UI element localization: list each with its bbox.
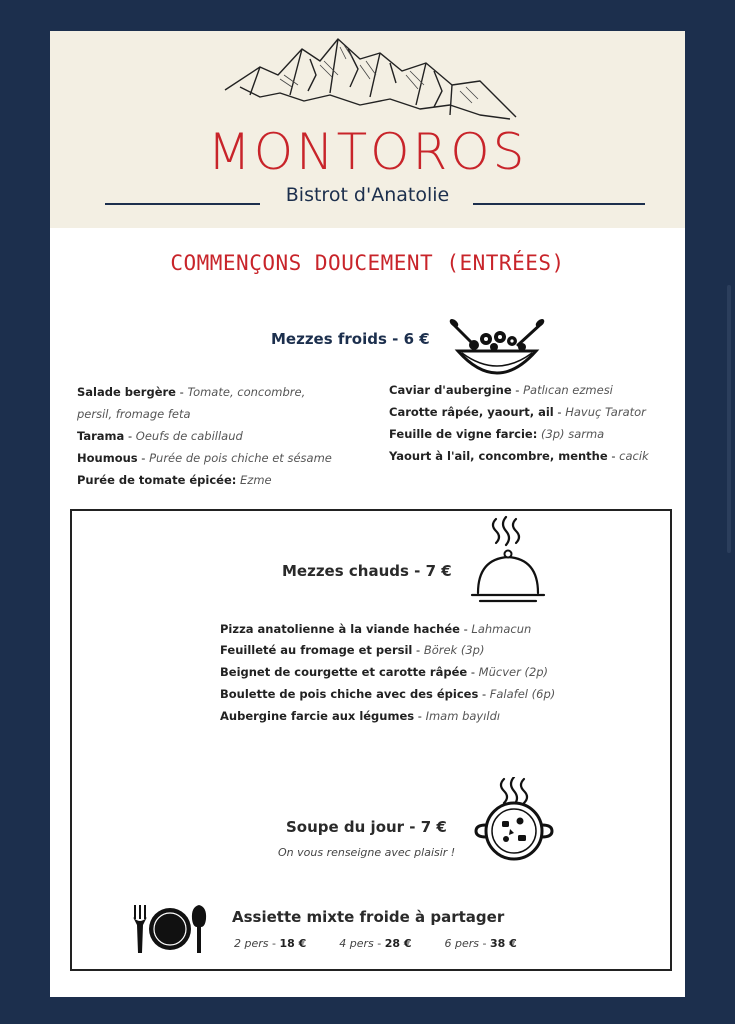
menu-header (50, 31, 685, 228)
mezzes-chauds-title: Mezzes chauds - 7 € (282, 562, 452, 580)
scrollbar[interactable] (727, 285, 731, 553)
mezzes-froids-title: Mezzes froids - 6 € (271, 330, 430, 348)
list-item: Boulette de pois chiche avec des épices - Falafel (6p) (220, 687, 556, 701)
assiette-prices: 2 pers - 18 € 4 pers - 28 € 6 pers - 38 € (234, 937, 517, 950)
list-item: persil, fromage feta (77, 407, 191, 421)
soupe-title: Soupe du jour - 7 € (286, 818, 447, 836)
restaurant-name: MONTOROS (207, 123, 528, 181)
list-item: Carotte râpée, yaourt, ail - Havuç Tarator (389, 405, 646, 419)
list-item: Yaourt à l'ail, concombre, menthe - cacik (389, 449, 649, 463)
list-item: Feuilleté au fromage et persil - Börek (3p) (220, 643, 485, 657)
divider-right (473, 203, 645, 205)
menu-page (50, 31, 685, 997)
plate-cutlery-icon (130, 903, 210, 955)
mountains-icon (220, 35, 520, 125)
list-item: Caviar d'aubergine - Patlıcan ezmesi (389, 383, 613, 397)
list-item: Tarama - Oeufs de cabillaud (77, 429, 243, 443)
list-item: Salade bergère - Tomate, concombre, (77, 385, 306, 399)
salad-bowl-icon (448, 317, 546, 381)
soup-pot-icon (474, 777, 554, 863)
restaurant-subtitle: Bistrot d'Anatolie (285, 184, 450, 206)
list-item: Purée de tomate épicée: Ezme (77, 473, 272, 487)
list-item: Aubergine farcie aux légumes - Imam bayıldı (220, 709, 501, 723)
divider-left (105, 203, 260, 205)
list-item: Pizza anatolienne à la viande hachée - Lahmacun (220, 622, 532, 636)
assiette-title: Assiette mixte froide à partager (232, 908, 505, 926)
soupe-note: On vous renseigne avec plaisir ! (278, 846, 456, 859)
cloche-icon (468, 515, 548, 605)
list-item: Feuille de vigne farcie: (3p) sarma (389, 427, 605, 441)
list-item: Beignet de courgette et carotte râpée - Mücver (2p) (220, 665, 549, 679)
list-item: Houmous - Purée de pois chiche et sésame (77, 451, 332, 465)
section-title: COMMENÇONS DOUCEMENT (ENTRÉES) (170, 251, 565, 275)
